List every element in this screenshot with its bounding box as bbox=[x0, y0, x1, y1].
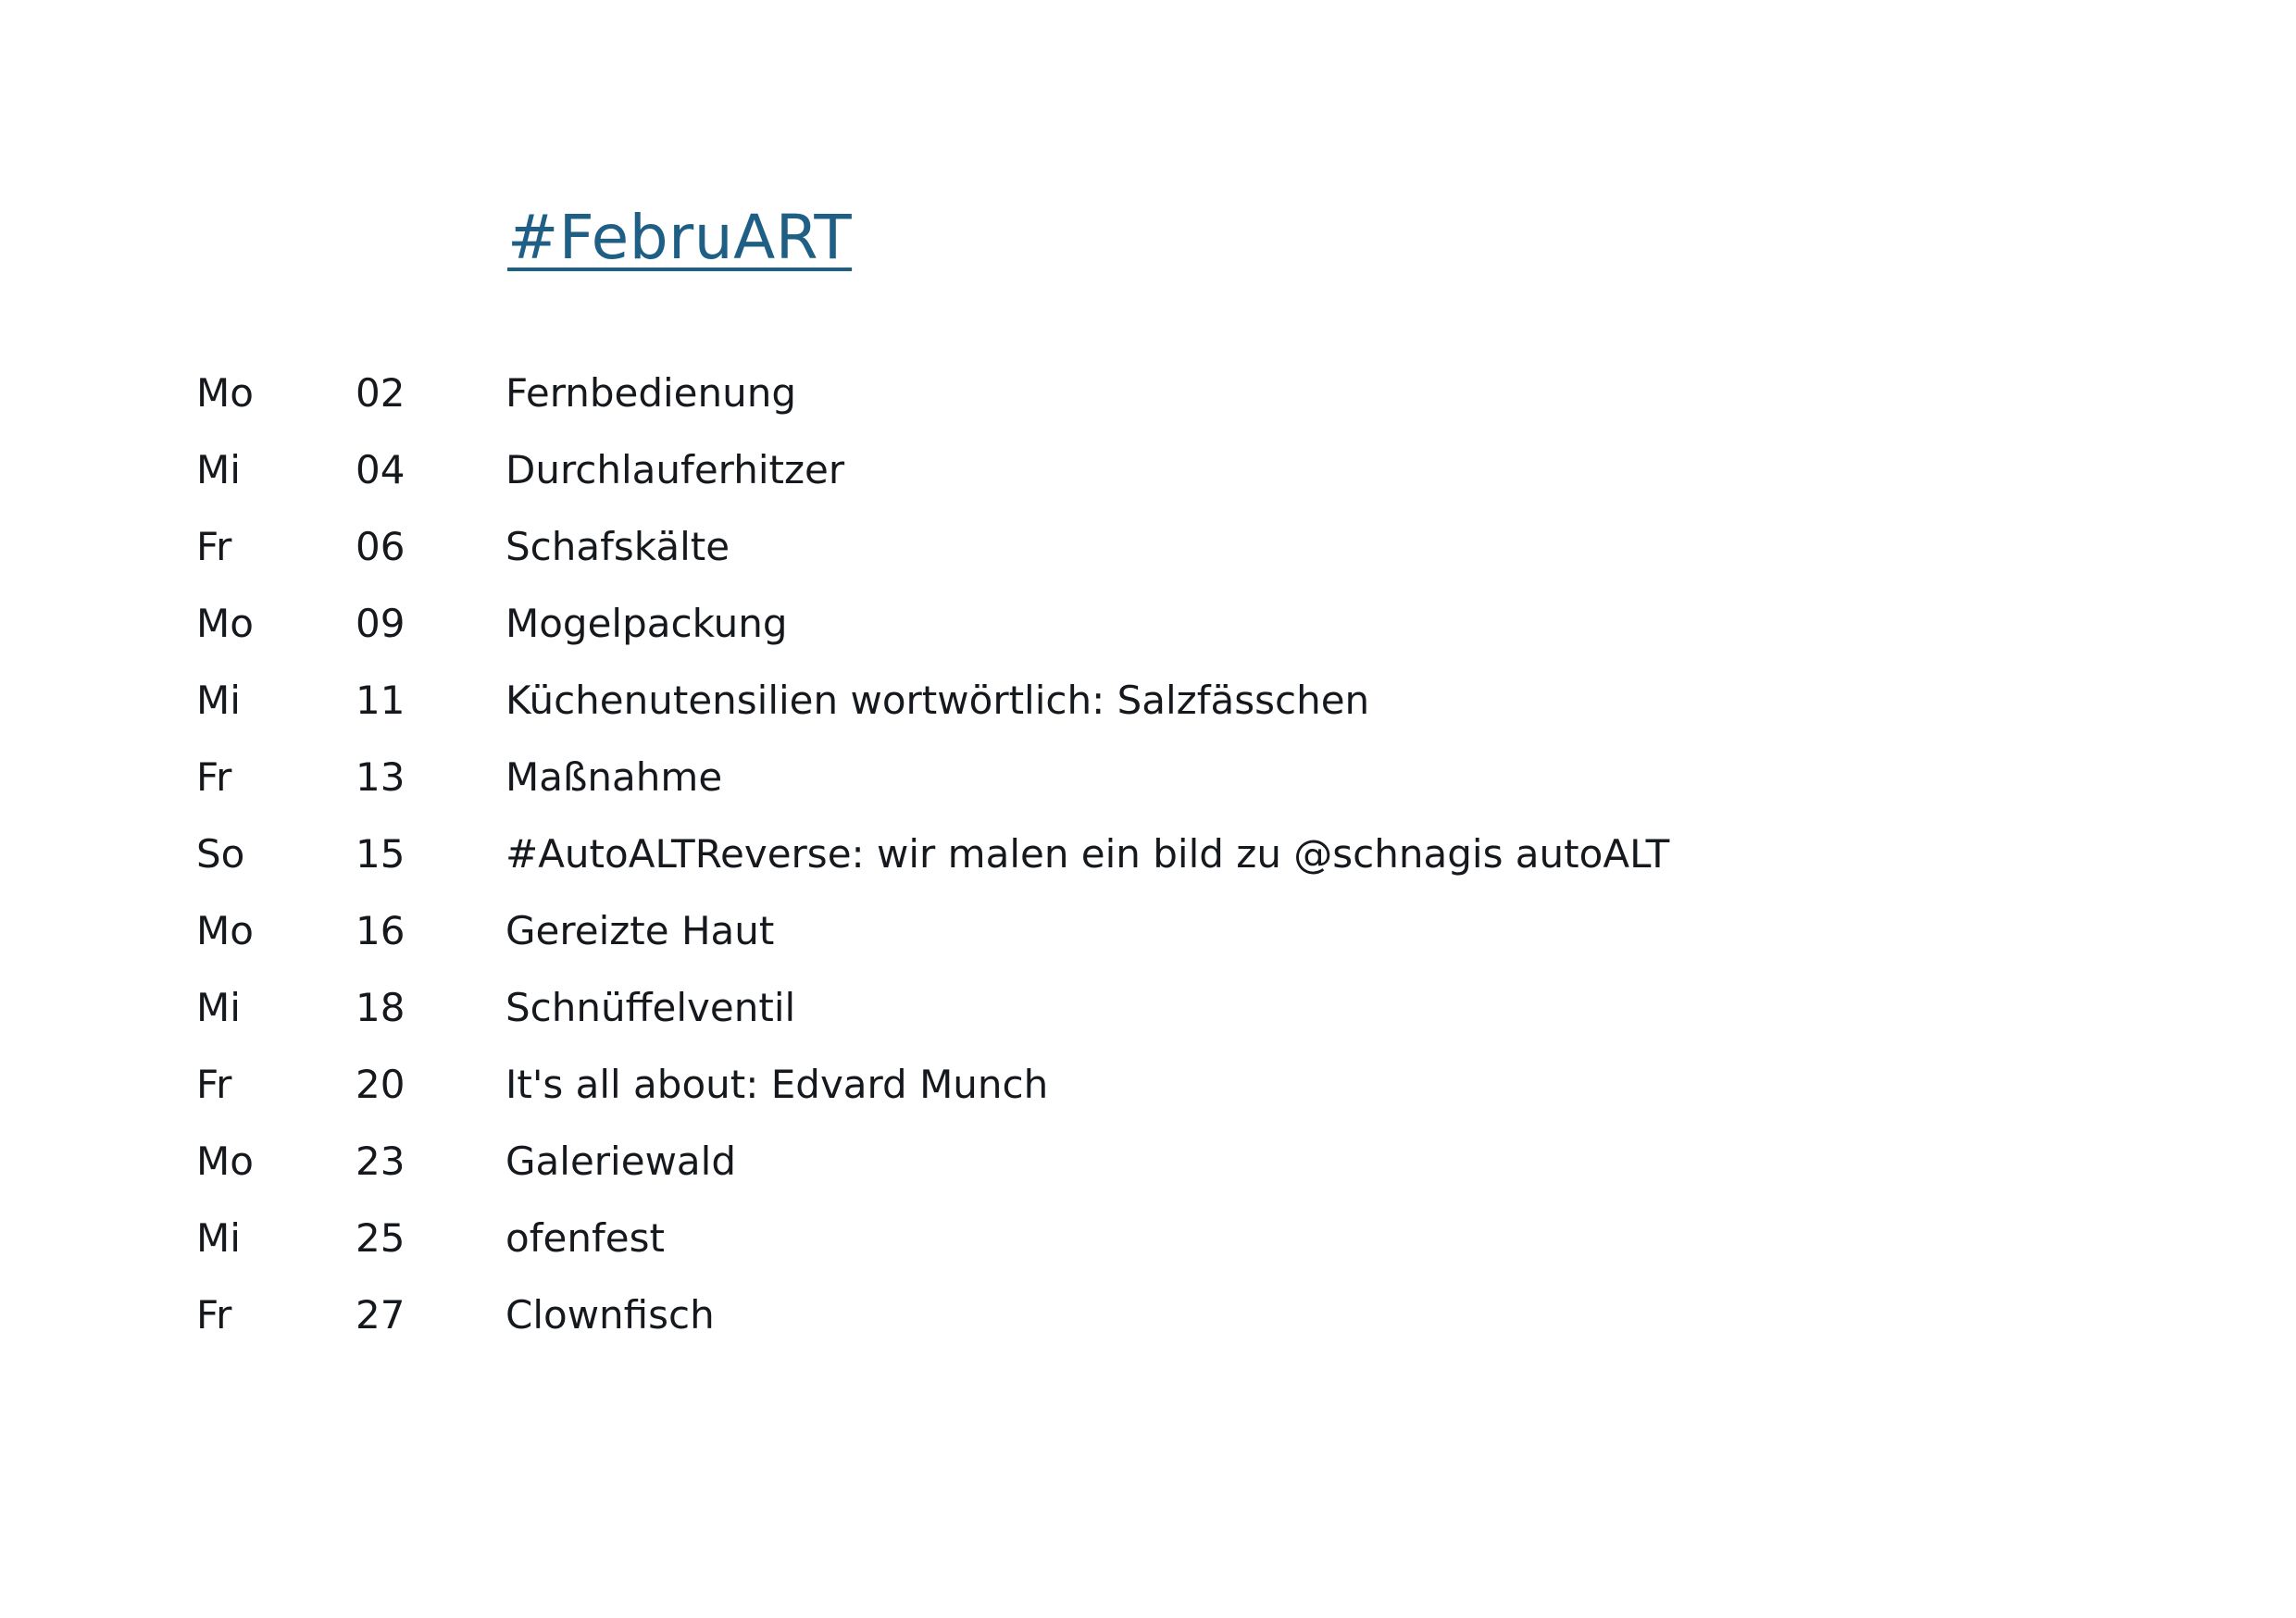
schedule-topic: Küchenutensilien wortwörtlich: Salzfässchen bbox=[505, 678, 1370, 723]
schedule-day: Mi bbox=[196, 1215, 241, 1261]
schedule-date: 11 bbox=[356, 678, 406, 723]
list-item bbox=[196, 1292, 2140, 1369]
schedule-day: Mo bbox=[196, 1139, 254, 1184]
schedule-topic: Gereizte Haut bbox=[505, 908, 775, 953]
list-item bbox=[196, 678, 2140, 754]
list-item bbox=[196, 601, 2140, 678]
schedule-date: 20 bbox=[356, 1062, 406, 1107]
schedule-date: 27 bbox=[356, 1292, 406, 1338]
schedule-day: Fr bbox=[196, 754, 232, 800]
schedule-topic: Galeriewald bbox=[505, 1139, 736, 1184]
schedule-day: Mi bbox=[196, 678, 241, 723]
list-item bbox=[196, 1062, 2140, 1139]
schedule-date: 18 bbox=[356, 985, 406, 1030]
list-item bbox=[196, 1139, 2140, 1215]
schedule-date: 06 bbox=[356, 524, 406, 569]
list-item bbox=[196, 754, 2140, 831]
schedule-date: 02 bbox=[356, 370, 406, 416]
schedule-day: So bbox=[196, 831, 245, 877]
schedule-date: 15 bbox=[356, 831, 406, 877]
schedule-topic: Fernbedienung bbox=[505, 370, 797, 416]
schedule-date: 09 bbox=[356, 601, 406, 646]
schedule-date: 16 bbox=[356, 908, 406, 953]
list-item bbox=[196, 370, 2140, 447]
schedule-topic: Durchlauferhitzer bbox=[505, 447, 845, 492]
schedule-topic: Mogelpackung bbox=[505, 601, 788, 646]
schedule-topic: #AutoALTReverse: wir malen ein bild zu @schnagis autoALT bbox=[505, 831, 1670, 877]
schedule-topic: It's all about: Edvard Munch bbox=[505, 1062, 1049, 1107]
schedule-topic: Schnüffelventil bbox=[505, 985, 796, 1030]
schedule-day: Mo bbox=[196, 601, 254, 646]
schedule-day: Fr bbox=[196, 524, 232, 569]
schedule-day: Mi bbox=[196, 985, 241, 1030]
schedule-date: 25 bbox=[356, 1215, 406, 1261]
schedule-date: 23 bbox=[356, 1139, 406, 1184]
schedule-date: 13 bbox=[356, 754, 406, 800]
list-item bbox=[196, 985, 2140, 1062]
list-item bbox=[196, 447, 2140, 524]
schedule-date: 04 bbox=[356, 447, 406, 492]
schedule-day: Mi bbox=[196, 447, 241, 492]
schedule-topic: Clownfisch bbox=[505, 1292, 715, 1338]
list-item bbox=[196, 524, 2140, 601]
schedule-day: Fr bbox=[196, 1062, 232, 1107]
schedule-day: Mo bbox=[196, 908, 254, 953]
schedule-topic: Maßnahme bbox=[505, 754, 723, 800]
schedule-topic: Schafskälte bbox=[505, 524, 730, 569]
schedule-list bbox=[196, 370, 2140, 1369]
page-title: #FebruART bbox=[507, 202, 853, 273]
schedule-day: Mo bbox=[196, 370, 254, 416]
schedule-topic: ofenfest bbox=[505, 1215, 665, 1261]
list-item bbox=[196, 831, 2140, 908]
list-item bbox=[196, 908, 2140, 985]
schedule-day: Fr bbox=[196, 1292, 232, 1338]
list-item bbox=[196, 1215, 2140, 1292]
